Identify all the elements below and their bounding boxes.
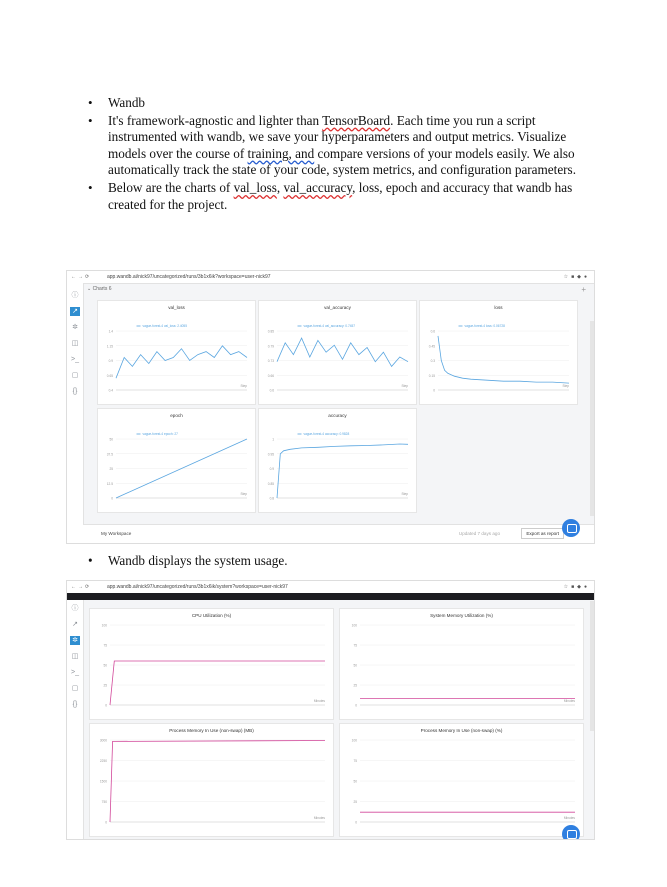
panel-val-loss xyxy=(97,300,256,405)
y-tick-label: 0.4 xyxy=(108,388,113,393)
y-tick-label: 0 xyxy=(355,703,357,708)
y-tick-label: 25 xyxy=(353,800,357,804)
file-icon[interactable]: ▢ xyxy=(71,685,79,692)
bullet-list-2 xyxy=(88,553,588,570)
sidebar xyxy=(67,600,84,839)
series-line xyxy=(116,346,247,378)
series-line xyxy=(438,336,569,383)
series-line xyxy=(277,444,408,498)
spellcheck-word: val_accuracy xyxy=(283,179,353,195)
extension-icons: ☆■◆● xyxy=(563,584,590,590)
workspace-label[interactable]: My Workspace xyxy=(101,531,132,536)
panel-system-memory xyxy=(339,608,584,720)
x-axis-label: Minutes xyxy=(563,816,575,820)
code-icon[interactable]: {} xyxy=(72,388,78,395)
panel-cpu-utilization xyxy=(89,608,334,720)
system-memory-chart xyxy=(340,609,583,719)
process-memory-pct-chart xyxy=(340,724,583,836)
y-tick-label: 1.15 xyxy=(106,344,113,349)
x-axis-label: Step xyxy=(401,492,408,496)
browser-toolbar xyxy=(67,271,594,284)
bullet-description: • It's framework-agnostic and lighter than TensorBoard. Each time you run a script instrumented with wandb, we save your hyperparameters and output metrics. Visualize models over the course of training, and compare versions of your models easily. We also automatically track the state of your code, system metrics, and configuration parameters. xyxy=(88,113,588,179)
y-tick-label: 0.66 xyxy=(267,373,274,378)
chart-icon[interactable]: ↗ xyxy=(70,307,80,316)
y-tick-label: 0 xyxy=(433,388,435,393)
cpu-chart xyxy=(90,609,333,719)
spellcheck-word: val_loss xyxy=(233,179,277,195)
loss-chart xyxy=(420,301,577,404)
val-accuracy-chart xyxy=(259,301,416,404)
accuracy-chart xyxy=(259,409,416,512)
bullet-charts: • Below are the charts of val_loss, val_accuracy, loss, epoch and accuracy that wandb has created for the project. xyxy=(88,180,588,213)
scrollbar[interactable] xyxy=(590,321,594,516)
y-tick-label: 50 xyxy=(353,663,357,668)
panel-title: val_accuracy xyxy=(324,305,351,310)
workspace-footer xyxy=(83,524,594,543)
panel-title: accuracy xyxy=(328,413,347,418)
file-icon[interactable]: ▢ xyxy=(71,372,79,379)
wandb-charts-screenshot xyxy=(66,270,595,544)
panel-title: loss xyxy=(494,305,503,310)
y-tick-label: 50 xyxy=(109,437,113,442)
y-tick-label: 1 xyxy=(272,437,274,442)
series-line xyxy=(277,338,408,366)
grammar-mark: training, and xyxy=(247,145,315,161)
panel-title: Process Memory In Use (non-swap) (MB) xyxy=(169,728,254,733)
panel-title: System Memory Utilization (%) xyxy=(430,613,493,618)
y-tick-label: 0.6 xyxy=(430,329,435,334)
y-tick-label: 1500 xyxy=(99,779,107,784)
y-tick-label: 0.85 xyxy=(267,481,274,486)
chart-icon[interactable]: ↗ xyxy=(72,621,78,628)
y-tick-label: 75 xyxy=(353,643,357,648)
panel-process-memory-mb xyxy=(89,723,334,837)
bullet-system-usage: • Wandb displays the system usage. xyxy=(88,553,588,570)
legend-label: vague-forest-4 val_accuracy: 0.7457 xyxy=(303,324,356,328)
panel-title: val_loss xyxy=(168,305,185,310)
charts-section-header[interactable]: ⌄ Charts 6 xyxy=(87,286,112,292)
y-tick-label: 0.95 xyxy=(267,452,274,457)
y-tick-label: 0 xyxy=(355,820,357,825)
nav-icons: ←→⟳ xyxy=(71,584,92,590)
y-tick-label: 0.45 xyxy=(428,344,435,349)
x-axis-label: Minutes xyxy=(313,699,325,703)
panel-val-accuracy xyxy=(258,300,417,405)
legend-label: vague-forest-4 epoch: 27 xyxy=(142,432,178,436)
x-axis-label: Step xyxy=(240,384,247,388)
y-tick-label: 75 xyxy=(103,643,107,648)
y-tick-label: 50 xyxy=(103,663,107,668)
panel-process-memory-pct xyxy=(339,723,584,837)
y-tick-label: 0.79 xyxy=(267,344,274,349)
y-tick-label: 0 xyxy=(105,703,107,708)
spellcheck-word: TensorBoard xyxy=(322,112,391,128)
y-tick-label: 75 xyxy=(353,759,357,763)
info-icon[interactable]: ⓘ xyxy=(71,605,79,612)
export-report-button[interactable]: Export as report xyxy=(521,528,564,539)
y-tick-label: 0.85 xyxy=(267,329,274,334)
y-tick-label: 0.15 xyxy=(428,373,435,378)
nav-icons: ←→⟳ xyxy=(71,274,92,280)
cpu-icon[interactable]: ✲ xyxy=(72,324,78,331)
panel-title: epoch xyxy=(170,413,183,418)
y-tick-label: 12.5 xyxy=(106,481,113,486)
x-axis-label: Step xyxy=(401,384,408,388)
model-icon[interactable]: ◫ xyxy=(71,340,79,347)
panel-title: CPU Utilization (%) xyxy=(191,613,232,618)
terminal-icon[interactable]: >_ xyxy=(71,669,79,676)
epoch-chart xyxy=(98,409,255,512)
address-bar[interactable]: app.wandb.ai/nick97/uncategorized/runs/3b1x6ik?workspace=user-nick97 xyxy=(107,274,271,280)
add-panel-button[interactable]: + xyxy=(581,285,586,294)
legend-label: vague-forest-4 val_loss: 2.4055 xyxy=(142,324,187,328)
y-tick-label: 0 xyxy=(111,496,113,501)
code-icon[interactable]: {} xyxy=(72,701,78,708)
y-tick-label: 0.73 xyxy=(267,359,274,363)
chat-icon[interactable] xyxy=(562,519,580,537)
y-tick-label: 37.5 xyxy=(106,452,113,457)
y-tick-label: 0.6 xyxy=(269,388,274,393)
val-loss-chart xyxy=(98,301,255,404)
panel-epoch xyxy=(97,408,256,513)
y-tick-label: 0.3 xyxy=(430,359,435,363)
y-tick-label: 2250 xyxy=(99,759,107,763)
top-strip xyxy=(67,593,594,600)
series-line xyxy=(110,661,325,705)
y-tick-label: 3000 xyxy=(99,738,107,743)
address-bar[interactable]: app.wandb.ai/nick97/uncategorized/runs/3b1x6ik/system?workspace=user-nick97 xyxy=(107,584,288,590)
y-tick-label: 0 xyxy=(105,820,107,825)
model-icon[interactable]: ◫ xyxy=(71,653,79,660)
wandb-system-screenshot xyxy=(66,580,595,840)
extension-icons: ☆■◆● xyxy=(563,274,590,280)
y-tick-label: 1.4 xyxy=(108,329,113,334)
y-tick-label: 0.65 xyxy=(106,373,113,378)
y-tick-label: 100 xyxy=(101,623,107,628)
sidebar xyxy=(67,283,84,543)
y-tick-label: 25 xyxy=(103,683,107,688)
chat-icon[interactable] xyxy=(562,825,580,840)
legend-label: vague-forest-4 accuracy: 0.9828 xyxy=(303,432,350,436)
y-tick-label: 0.8 xyxy=(269,496,274,501)
y-tick-label: 100 xyxy=(351,738,357,743)
y-tick-label: 50 xyxy=(353,779,357,784)
x-axis-label: Minutes xyxy=(313,816,325,820)
updated-label: Updated 7 days ago xyxy=(458,531,500,536)
cpu-icon[interactable]: ✲ xyxy=(70,636,80,645)
panel-loss xyxy=(419,300,578,405)
y-tick-label: 750 xyxy=(101,800,107,804)
y-tick-label: 0.9 xyxy=(269,467,274,471)
bullet-wandb: • Wandb xyxy=(88,95,588,112)
y-tick-label: 25 xyxy=(109,467,113,471)
x-axis-label: Step xyxy=(240,492,247,496)
y-tick-label: 100 xyxy=(351,623,357,628)
y-tick-label: 25 xyxy=(353,683,357,688)
x-axis-label: Step xyxy=(562,384,569,388)
terminal-icon[interactable]: >_ xyxy=(71,356,79,363)
bullet-list xyxy=(88,95,588,214)
legend-label: vague-forest-4 loss: 0.06728 xyxy=(464,324,505,328)
panel-title: Process Memory In Use (non-swap) (%) xyxy=(420,728,503,733)
scrollbar[interactable] xyxy=(590,601,594,731)
panel-accuracy xyxy=(258,408,417,513)
info-icon[interactable]: ⓘ xyxy=(71,292,79,299)
y-tick-label: 0.9 xyxy=(108,359,113,363)
x-axis-label: Minutes xyxy=(563,699,575,703)
process-memory-mb-chart xyxy=(90,724,333,836)
